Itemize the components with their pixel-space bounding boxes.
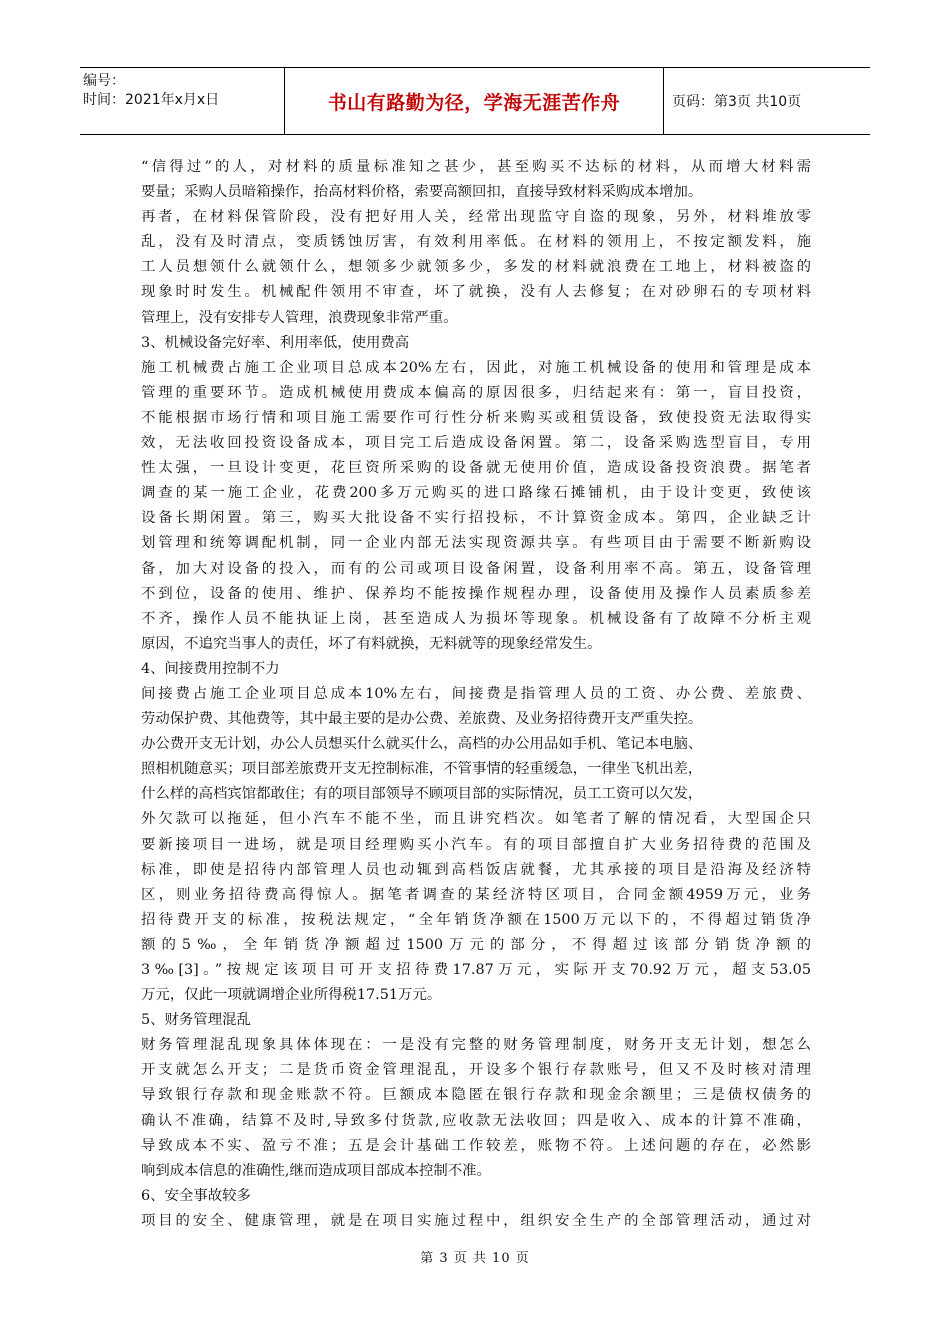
text-line: 性太强，一旦设计变更，花巨资所采购的设备就无使用价值，造成设备投资浪费。据笔者 xyxy=(141,460,811,477)
text-line: 设备长期闲置。第三，购买大批设备不实行招投标，不计算资金成本。第四，企业缺乏计 xyxy=(141,510,811,527)
text-line: 什么样的高档宾馆都敢住；有的项目部领导不顾项目部的实际情况，员工工资可以欠发， xyxy=(141,786,703,803)
document-body xyxy=(141,155,811,1234)
text-line: 划管理和统筹调配机制，同一企业内部无法实现资源共享。有些项目由于需要不断新购设 xyxy=(141,535,811,552)
page-footer: 第 3 页 共 10 页 xyxy=(420,1251,530,1266)
text-line: 调查的某一施工企业，花费200多万元购买的进口路缘石摊铺机，由于设计变更，致使该 xyxy=(141,485,811,502)
text-line: 开支就怎么开支；二是货币资金管理混乱，开设多个银行存款账号，但又不及时核对清理 xyxy=(141,1062,811,1079)
text-line: 效，无法收回投资设备成本，项目完工后造成设备闲置。第二，设备采购选型盲目，专用 xyxy=(141,435,811,452)
text-line: 间接费占施工企业项目总成本10%左右，间接费是指管理人员的工资、办公费、差旅费、 xyxy=(141,685,811,702)
text-line: 原因，不追究当事人的责任，坏了有料就换，无料就等的现象经常发生。 xyxy=(141,635,602,652)
text-line: 管理上，没有安排专人管理，浪费现象非常严重。 xyxy=(141,309,458,326)
header-meta xyxy=(80,68,285,134)
text-line: 导致银行存款和现金账款不符。巨额成本隐匿在银行存款和现金余额里；三是债权债务的 xyxy=(141,1087,811,1104)
text-line: 现象时时发生。机械配件领用不审查，坏了就换，没有人去修复；在对砂卵石的专项材料 xyxy=(141,284,811,301)
text-line: 不齐，操作人员不能执证上岗，甚至造成人为损坏等现象。机械设备有了故障不分析主观 xyxy=(141,610,811,627)
text-line: 项目的安全、健康管理，就是在项目实施过程中，组织安全生产的全部管理活动，通过对 xyxy=(141,1212,811,1229)
header-motto: 书山有路勤为径，学海无涯苦作舟 xyxy=(285,68,664,134)
text-line: 区，则业务招待费高得惊人。据笔者调查的某经济特区项目，合同金额4959万元，业务 xyxy=(141,886,811,903)
text-line: 万元，仅此一项就调增企业所得税17.51万元。 xyxy=(141,987,442,1004)
text-line: 备，加大对设备的投入，而有的公司或项目设备闲置，设备利用率不高。第五，设备管理 xyxy=(141,560,811,577)
text-line: 4、间接费用控制不力 xyxy=(141,660,280,677)
text-line: 标准，即使是招待内部管理人员也动辄到高档饭店就餐，尤其承接的项目是沿海及经济特 xyxy=(141,861,811,878)
text-line: 3‰[3]。”按规定该项目可开支招待费17.87万元，实际开支70.92万元，超支53.05 xyxy=(141,962,811,978)
text-line: 外欠款可以拖延，但小汽车不能不坐，而且讲究档次。如笔者了解的情况看，大型国企只 xyxy=(141,811,811,828)
text-line: 5、财务管理混乱 xyxy=(141,1012,251,1029)
text-line: “信得过”的人，对材料的质量标准知之甚少，甚至购买不达标的材料，从而增大材料需 xyxy=(141,159,811,175)
text-line: 不能根据市场行情和项目施工需要作可行性分析来购买或租赁设备，致使投资无法取得实 xyxy=(141,409,811,426)
text-line: 施工机械费占施工企业项目总成本20%左右，因此，对施工机械设备的使用和管理是成本 xyxy=(141,359,811,376)
text-line: 办公费开支无计划，办公人员想买什么就买什么，高档的办公用品如手机、笔记本电脑、 xyxy=(141,736,703,753)
text-line: 管理的重要环节。造成机械使用费成本偏高的原因很多，归结起来有：第一，盲目投资， xyxy=(141,384,811,401)
document-date-label: 时间：2021年x月x日 xyxy=(83,92,220,108)
page-header xyxy=(80,67,870,135)
text-line: 照相机随意买；项目部差旅费开支无控制标准，不管事情的轻重缓急，一律坐飞机出差， xyxy=(141,761,703,778)
text-line: 要新接项目一进场，就是项目经理购买小汽车。有的项目部擅自扩大业务招待费的范围及 xyxy=(141,836,811,853)
text-line: 招待费开支的标准，按税法规定，“全年销货净额在1500万元以下的，不得超过销货净 xyxy=(141,911,811,928)
text-line: 导致成本不实、盈亏不准；五是会计基础工作较差，账物不符。上述问题的存在，必然影 xyxy=(141,1137,811,1154)
text-line: 要量；采购人员暗箱操作，抬高材料价格，索要高额回扣，直接导致材料采购成本增加。 xyxy=(141,184,703,201)
text-line: 确认不准确，结算不及时,导致多付货款,应收款无法收回；四是收入、成本的计算不准确， xyxy=(141,1112,811,1129)
text-line: 不到位，设备的使用、维护、保养均不能按操作规程办理，设备使用及操作人员素质参差 xyxy=(141,585,811,602)
text-line: 乱，没有及时清点，变质锈蚀厉害，有效利用率低。在材料的领用上，不按定额发料，施 xyxy=(141,234,811,251)
document-number-label: 编号： xyxy=(83,73,125,89)
text-line: 工人员想领什么就领什么，想领多少就领多少，多发的材料就浪费在工地上，材料被盗的 xyxy=(141,259,811,276)
text-line: 再者，在材料保管阶段，没有把好用人关，经常出现监守自盗的现象，另外，材料堆放零 xyxy=(141,209,811,226)
header-page-info: 页码：第3页 共10页 xyxy=(672,94,802,110)
text-line: 财务管理混乱现象具体体现在：一是没有完整的财务管理制度，财务开支无计划，想怎么 xyxy=(141,1037,811,1054)
text-line: 3、机械设备完好率、利用率低，使用费高 xyxy=(141,334,410,351)
text-line: 6、安全事故较多 xyxy=(141,1187,251,1204)
text-line: 响到成本信息的准确性,继而造成项目部成本控制不准。 xyxy=(141,1162,491,1179)
text-line: 劳动保护费、其他费等，其中最主要的是办公费、差旅费、及业务招待费开支严重失控。 xyxy=(141,711,703,728)
text-line: 额的5‰，全年销货净额超过1500万元的部分，不得超过该部分销货净额的 xyxy=(141,936,811,953)
